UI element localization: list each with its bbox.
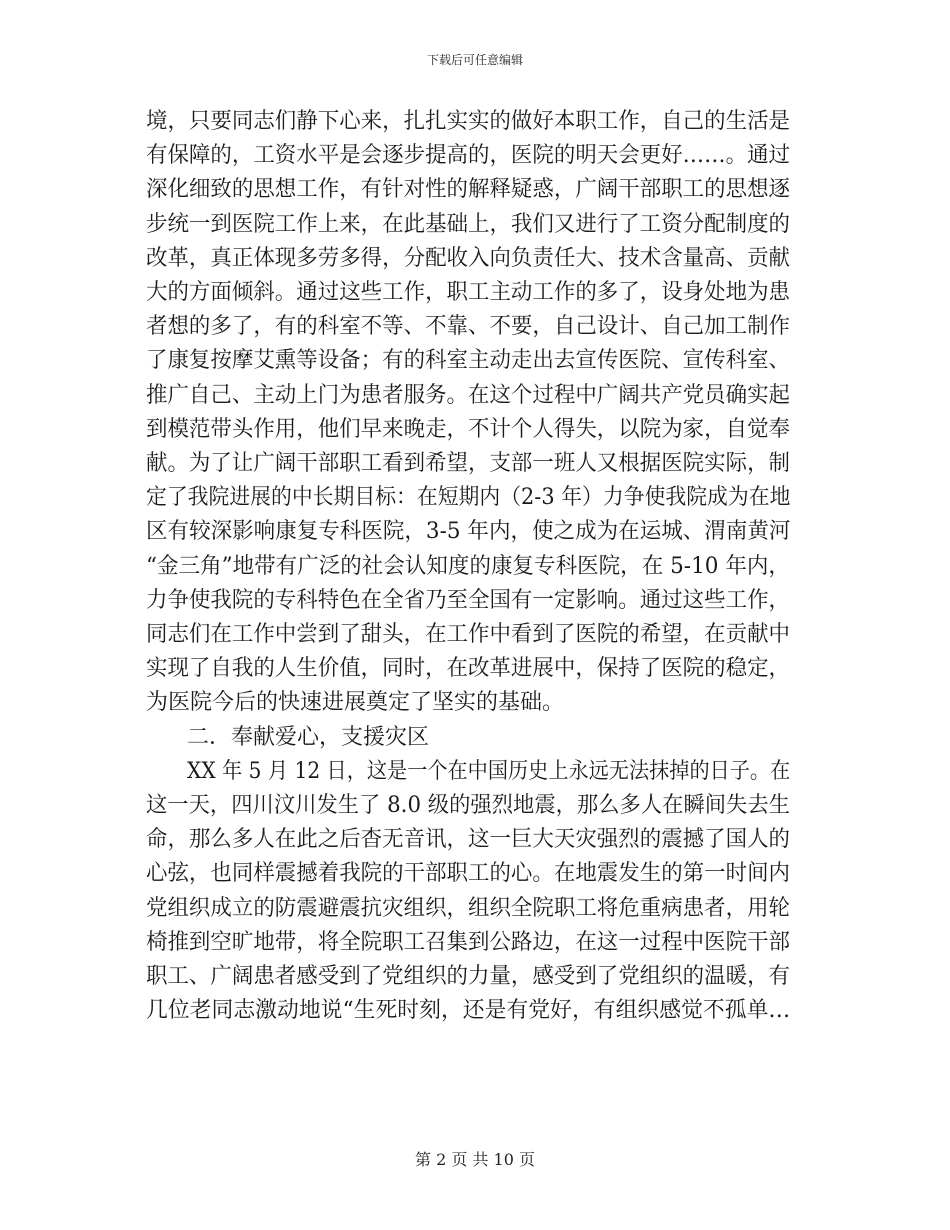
body-line: 职工、广阔患者感受到了党组织的力量，感受到了党组织的温暖，有 [146,964,791,989]
page-header: 下载后可任意编辑 [426,53,523,67]
body-line: 同志们在工作中尝到了甜头，在工作中看到了医院的希望，在贡献中 [146,622,791,647]
body-line: 大的方面倾斜。通过这些工作，职工主动工作的多了，设身处地为患 [146,280,791,305]
body-line: 区有较深影响康复专科医院，3-5 年内，使之成为在运城、渭南黄河 [146,519,791,545]
body-line: 党组织成立的防震避震抗灾组织，组织全院职工将危重病患者，用轮 [146,895,791,921]
body-line: 步统一到医院工作上来，在此基础上，我们又进行了工资分配制度的 [146,211,791,237]
body-line: 深化细致的思想工作，有针对性的解释疑惑，广阔干部职工的思想逐 [146,177,791,203]
body-line: 为医院今后的快速进展奠定了坚实的基础。 [146,690,565,716]
body-line: 椅推到空旷地带，将全院职工召集到公路边，在这一过程中医院干部 [146,929,791,955]
body-line: 到模范带头作用，他们早来晚走，不计个人得失，以院为家，自觉奉 [146,416,791,442]
body-line: 了康复按摩艾熏等设备；有的科室主动走出去宣传医院、宣传科室、 [146,348,791,374]
body-line: 者想的多了，有的科室不等、不靠、不要，自己设计、自己加工制作 [146,314,791,340]
body-line: 力争使我院的专科特色在全省乃至全国有一定影响。通过这些工作， [146,587,791,613]
body-line: 实现了自我的人生价值，同时，在改革进展中，保持了医院的稳定， [146,656,791,682]
body-line: 献。为了让广阔干部职工看到希望，支部一班人又根据医院实际，制 [146,451,791,476]
body-line: 几位老同志激动地说“生死时刻，还是有党好，有组织感觉不孤单… [146,998,791,1024]
body-line: 命，那么多人在此之后杳无音讯，这一巨大天灾强烈的震撼了国人的 [146,827,791,853]
body-line: 改革，真正体现多劳多得，分配收入向负责任大、技术含量高、贡献 [146,245,791,271]
body-line: 境，只要同志们静下心来，扎扎实实的做好本职工作，自己的生活是 [146,109,791,134]
page-footer: 第 2 页 共 10 页 [415,1150,535,1169]
body-line: 这一天，四川汶川发生了 8.0 级的强烈地震，那么多人在瞬间失去生 [146,793,790,818]
body-line: 定了我院进展的中长期目标：在短期内（2-3 年）力争使我院成为在地 [146,485,791,511]
body-line: 心弦，也同样震撼着我院的干部职工的心。在地震发生的第一时间内 [146,861,791,887]
body-line: XX 年 5 月 12 日，这是一个在中国历史上永远无法抹掉的日子。在 [187,758,791,784]
body-line: “金三角”地带有广泛的社会认知度的康复专科医院，在 5-10 年内， [146,553,790,579]
body-line: 有保障的，工资水平是会逐步提高的，医院的明天会更好……。通过 [146,143,791,169]
body-line: 推广自己、主动上门为患者服务。在这个过程中广阔共产党员确实起 [146,382,791,408]
section-heading: 二．奉献爱心，支援灾区 [187,724,430,750]
